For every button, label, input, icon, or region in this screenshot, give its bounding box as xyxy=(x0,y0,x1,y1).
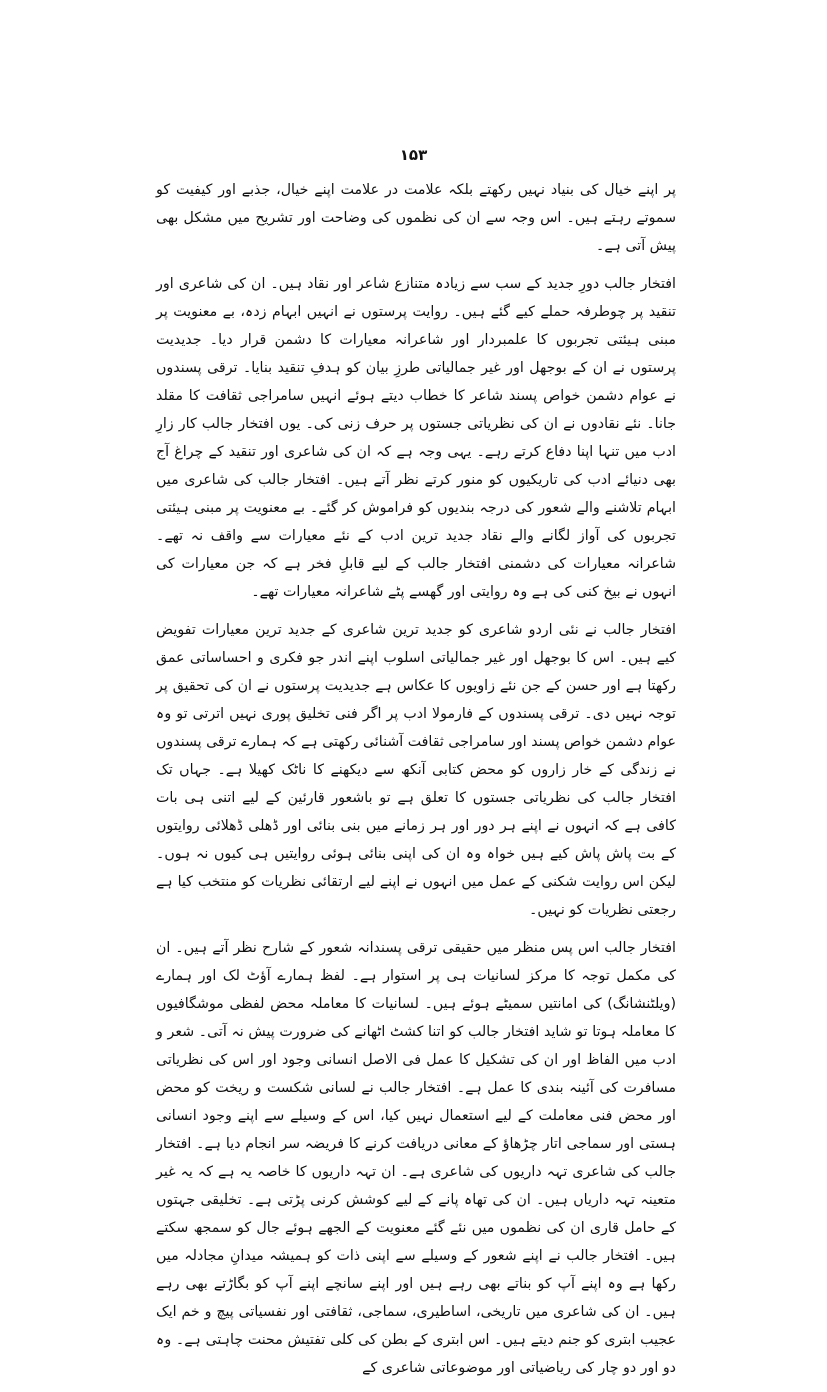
paragraph: افتخار جالب نے نئی اردو شاعری کو جدید ترین شاعری کے جدید ترین معیارات تفویض کیے ہیں۔ اس کا بوجھل اور غیر جمالیاتی اسلوب اپنے اندر جو فکری و احساساتی عمق رکھتا ہے اور حسن کے جن نئے زاویوں کا عکاس ہے جدیدیت پرستوں نے ان کی تحقیق پر توجہ نہیں دی۔ ترقی پسندوں کے فارمولا ادب پر اگر فنی تخلیق پوری نہیں اترتی تو وہ عوام دشمن خواص پسند اور سامراجی ثقافت آشنائی رکھتی ہے کہ ہمارے ترقی پسندوں نے زندگی کے خار زاروں کو محض کتابی آنکھ سے دیکھنے کا ناٹک کھیلا ہے۔ جہاں تک افتخار جالب کی نظریاتی جستوں کا تعلق ہے تو باشعور قارئین کے لیے اتنی ہی بات کافی ہے کہ انہوں نے اپنے ہر دور اور ہر زمانے میں بنی بنائی اور ڈھلی ڈھلائی روایتوں کے بت پاش پاش کیے ہیں خواہ وہ ان کی اپنی بنائی ہوئی روایتیں ہی کیوں نہ ہوں۔ لیکن اس روایت شکنی کے عمل میں انہوں نے اپنے لیے ارتقائی نظریات کو منتخب کیا ہے رجعتی نظریات کو نہیں۔ xyxy=(155,622,676,918)
paragraph: پر اپنے خیال کی بنیاد نہیں رکھتے بلکہ علامت در علامت اپنے خیال، جذبے اور کیفیت کو سموتے رہتے ہیں۔ اس وجہ سے ان کی نظموں کی وضاحت اور تشریح میں مشکل بھی پیش آتی ہے۔ xyxy=(156,182,676,254)
page-number: ۱۵۳ xyxy=(399,146,428,164)
paragraph: افتخار جالب اس پس منظر میں حقیقی ترقی پسندانہ شعور کے شارح نظر آتے ہیں۔ ان کی مکمل توجہ کا مرکز لسانیات ہی پر استوار ہے۔ لفظ ہمارے آؤٹ لک اور ہمارے (ویلٹنشانگ) کی امانتیں سمیٹے ہوئے ہیں۔ لسانیات کا معاملہ محض لفظی موشگافیوں کا معاملہ ہوتا تو شاید افتخار جالب کو اتنا کشٹ اٹھانے کی ضرورت پیش نہ آتی۔ شعر و ادب میں الفاظ اور ان کی تشکیل کا عمل فی الاصل انسانی وجود اور اس کی نظریاتی مسافرت کی آئینہ بندی کا عمل ہے۔ افتخار جالب نے لسانی شکست و ریخت کو محض اور محض فنی معاملت کے لیے استعمال نہیں کیا، اس کے وسیلے سے اپنے وجود انسانی ہستی اور سماجی اتار چڑھاؤ کے معانی دریافت کرنے کا فریضہ سر انجام دیا ہے۔ افتخار جالب کی شاعری تہہ داریوں کی شاعری ہے۔ ان تہہ داریوں کا خاصہ یہ ہے کہ یہ غیر متعینہ تہہ داریاں ہیں۔ ان کی تھاہ پانے کے لیے کوشش کرنی پڑتی ہے۔ تخلیقی جہتوں کے حامل قاری ان کی نظموں میں نئے گئے معنویت کے الجھے ہوئے جال کو سمجھ سکتے ہیں۔ افتخار جالب نے اپنے شعور کے وسیلے سے اپنی ذات کو ہمیشہ میدانِ مجادلہ میں رکھا ہے وہ اپنے آپ کو بناتے بھی رہے ہیں اور اپنے سانچے اپنے آپ کو بگاڑتے بھی رہے ہیں۔ ان کی شاعری میں تاریخی، اساطیری، سماجی، ثقافتی اور نفسیاتی پیچ و خم ایک عجیب ابتری کو جنم دیتے ہیں۔ اس ابتری کے بطن کی کلی تفتیش محنت چاہتی ہے۔ وہ دو اور دو چار کی ریاضیاتی اور موضوعاتی شاعری کے xyxy=(156,940,676,1376)
page-body-text xyxy=(156,176,676,1392)
paragraph: افتخار جالب دورِ جدید کے سب سے زیادہ متنازع شاعر اور نقاد ہیں۔ ان کی شاعری اور تنقید پر چوطرفہ حملے کیے گئے ہیں۔ روایت پرستوں نے انہیں ابہام زدہ، بے معنویت پر مبنی ہیئتی تجربوں کا علمبردار اور شاعرانہ معیارات کا دشمن قرار دیا۔ جدیدیت پرستوں نے ان کے بوجھل اور غیر جمالیاتی طرزِ بیان کو ہدفِ تنقید بنایا۔ ترقی پسندوں نے عوام دشمن خواص پسند شاعر کا خطاب دیتے ہوئے انہیں سامراجی ثقافت کا مقلد جانا۔ نئے نقادوں نے ان کی نظریاتی جستوں پر حرف زنی کی۔ یوں افتخار جالب کار زارِ ادب میں تنہا اپنا دفاع کرتے رہے۔ یہی وجہ ہے کہ ان کی شاعری اور تنقید کے چراغ آج بھی دنیائے ادب کی تاریکیوں کو منور کرتے نظر آتے ہیں۔ افتخار جالب کی شاعری میں ابہام تلاشنے والے شعور کی درجہ بندیوں کو فراموش کر گئے۔ بے معنویت پر مبنی ہیئتی تجربوں کی آواز لگانے والے نقاد جدید ترین ادب کے نئے معیارات سے واقف نہ تھے۔ شاعرانہ معیارات کی دشمنی افتخار جالب کے لیے قابلِ فخر ہے کہ جن معیارات کی انہوں نے بیخ کنی کی ہے وہ روایتی اور گھسے پٹے شاعرانہ معیارات تھے۔ xyxy=(156,276,676,600)
